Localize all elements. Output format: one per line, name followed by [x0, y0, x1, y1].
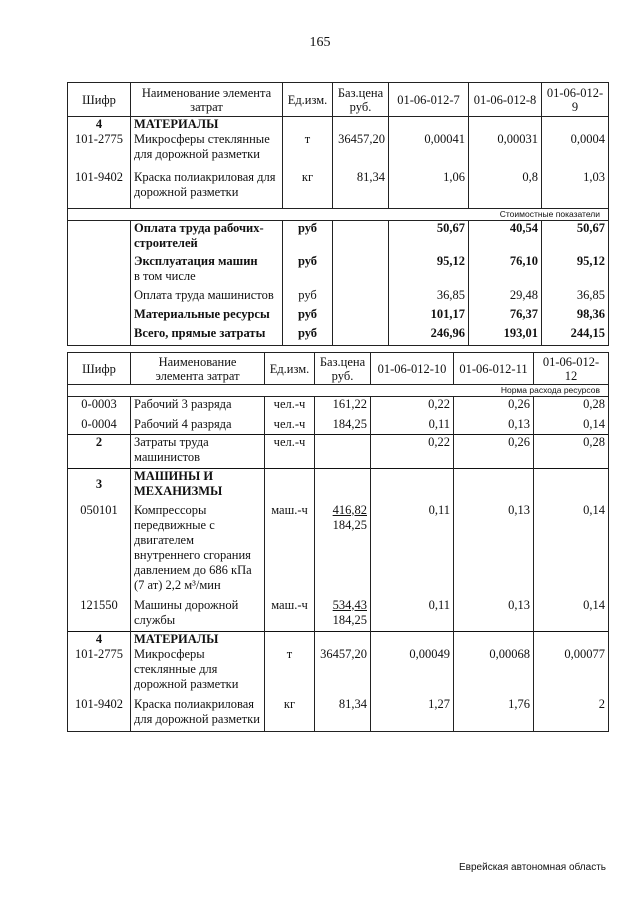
- table-header: [68, 83, 609, 117]
- row-price-operator: 184,25: [332, 612, 367, 627]
- row-code: 101-9402: [68, 170, 131, 208]
- col-norm-3: 01-06-012-9: [542, 83, 609, 117]
- section-row: [68, 469, 609, 503]
- row-value-3: 0,0004: [542, 132, 609, 170]
- cost-name: Оплата труда рабочих-строителей: [131, 220, 283, 254]
- cost-row: [68, 220, 609, 254]
- col-norm-2: 01-06-012-8: [469, 83, 542, 117]
- row-value-3: 0,14: [534, 503, 609, 598]
- row-name: Рабочий 4 разряда: [131, 417, 265, 435]
- cost-value-3: 36,85: [542, 288, 609, 307]
- row-code: 050101: [68, 503, 131, 598]
- row-unit: чел.-ч: [265, 435, 315, 469]
- row-value-3: 2: [534, 697, 609, 731]
- row-value-2: 0,8: [469, 170, 542, 208]
- row-price: 81,34: [315, 697, 371, 731]
- cost-row: [68, 307, 609, 326]
- cost-value-1: 36,85: [389, 288, 469, 307]
- row-unit: маш.-ч: [265, 598, 315, 632]
- row-unit: кг: [283, 170, 333, 208]
- cost-value-1: 101,17: [389, 307, 469, 326]
- row-value-3: 1,03: [542, 170, 609, 208]
- section-code: 3: [68, 469, 131, 503]
- cost-name: Оплата труда машинистов: [131, 288, 283, 307]
- cost-value-1: 95,12: [389, 254, 469, 288]
- footer-region: Еврейская автономная область: [459, 862, 606, 873]
- row-value-1: 0,22: [371, 435, 454, 469]
- row-code: 0-0004: [68, 417, 131, 435]
- section-code: 4: [68, 117, 131, 133]
- row-unit: кг: [265, 697, 315, 731]
- row-price: 161,22: [315, 397, 371, 417]
- col-norm-2: 01-06-012-11: [454, 353, 534, 385]
- row-name: Краска полиакриловая для дорожной разметки: [131, 697, 265, 731]
- row-name: Машины дорожной службы: [131, 598, 265, 632]
- col-name: Наименование элемента затрат: [131, 83, 283, 117]
- resource-table-1: [67, 82, 609, 346]
- table-row: [68, 132, 609, 170]
- row-code: 101-9402: [68, 697, 131, 731]
- cost-subtitle: в том числе: [134, 269, 196, 283]
- row-price: 416,82: [332, 502, 367, 517]
- row-code: 121550: [68, 598, 131, 632]
- cost-value-3: 95,12: [542, 254, 609, 288]
- row-price: 36457,20: [315, 647, 371, 697]
- band-label: Норма расхода ресурсов: [68, 385, 609, 397]
- col-unit: Ед.изм.: [265, 353, 315, 385]
- row-code: 2: [68, 435, 131, 469]
- cost-value-3: 244,15: [542, 326, 609, 345]
- row-price: 184,25: [315, 417, 371, 435]
- row-unit: т: [283, 132, 333, 170]
- row-value-3: 0,00077: [534, 647, 609, 697]
- cost-value-3: 98,36: [542, 307, 609, 326]
- row-name: Микросферы стеклянные для дорожной разметки: [131, 132, 283, 170]
- row-code: 101-2775: [68, 132, 131, 170]
- row-code: 101-2775: [68, 647, 131, 697]
- row-price-cell: [315, 503, 371, 598]
- table-row: [68, 397, 609, 417]
- row-name: Компрессоры передвижные с двигателем внутреннего сгорания давлением до 686 кПа (7 ат) 2,2 м³/мин: [131, 503, 265, 598]
- row-unit: т: [265, 647, 315, 697]
- table-row: [68, 503, 609, 598]
- col-norm-1: 01-06-012-7: [389, 83, 469, 117]
- row-price: 81,34: [333, 170, 389, 208]
- cost-name: Всего, прямые затраты: [131, 326, 283, 345]
- table-row: [68, 647, 609, 697]
- table-row: [68, 170, 609, 208]
- col-name: Наименование элемента затрат: [131, 353, 265, 385]
- col-code: Шифр: [68, 83, 131, 117]
- cost-value-1: 246,96: [389, 326, 469, 345]
- cost-row: [68, 254, 609, 288]
- row-value-2: 0,26: [454, 435, 534, 469]
- cost-value-2: 29,48: [469, 288, 542, 307]
- row-value-1: 0,00041: [389, 132, 469, 170]
- row-value-2: 0,13: [454, 417, 534, 435]
- row-value-1: 0,22: [371, 397, 454, 417]
- cost-row: [68, 288, 609, 307]
- row-name: Рабочий 3 разряда: [131, 397, 265, 417]
- cost-unit: руб: [283, 326, 333, 345]
- row-value-3: 0,14: [534, 598, 609, 632]
- row-value-2: 0,00031: [469, 132, 542, 170]
- band-row: [68, 208, 609, 220]
- cost-name: Эксплуатация машин: [134, 254, 258, 268]
- section-name: МАШИНЫ И МЕХАНИЗМЫ: [131, 469, 265, 503]
- section-row: [68, 632, 609, 648]
- col-price: Баз.цена руб.: [315, 353, 371, 385]
- row-price: 36457,20: [333, 132, 389, 170]
- section-name: МАТЕРИАЛЫ: [131, 117, 283, 133]
- table-header: [68, 353, 609, 385]
- row-value-2: 0,26: [454, 397, 534, 417]
- resource-table-2: [67, 352, 609, 732]
- row-value-1: 0,00049: [371, 647, 454, 697]
- row-name: Микросферы стеклянные для дорожной разметки: [131, 647, 265, 697]
- row-value-1: 0,11: [371, 598, 454, 632]
- row-value-2: 0,00068: [454, 647, 534, 697]
- cost-value-1: 50,67: [389, 220, 469, 254]
- row-value-2: 0,13: [454, 598, 534, 632]
- cost-unit: руб: [283, 307, 333, 326]
- row-value-1: 1,27: [371, 697, 454, 731]
- row-price: 534,43: [332, 597, 367, 612]
- row-price-operator: 184,25: [332, 517, 367, 532]
- col-norm-1: 01-06-012-10: [371, 353, 454, 385]
- row-name: Затраты труда машинистов: [131, 435, 265, 469]
- row-value-3: 0,28: [534, 397, 609, 417]
- cost-unit: руб: [283, 220, 333, 254]
- cost-name-cell: [131, 254, 283, 288]
- section-row: [68, 117, 609, 133]
- row-value-1: 0,11: [371, 503, 454, 598]
- band-label: Стоимостные показатели: [68, 208, 609, 220]
- row-code: 0-0003: [68, 397, 131, 417]
- row-price-cell: [315, 598, 371, 632]
- table-row: [68, 417, 609, 435]
- section-code: 4: [68, 632, 131, 648]
- col-code: Шифр: [68, 353, 131, 385]
- row-value-2: 0,13: [454, 503, 534, 598]
- cost-value-2: 193,01: [469, 326, 542, 345]
- col-unit: Ед.изм.: [283, 83, 333, 117]
- row-unit: маш.-ч: [265, 503, 315, 598]
- cost-value-3: 50,67: [542, 220, 609, 254]
- row-unit: чел.-ч: [265, 417, 315, 435]
- row-value-2: 1,76: [454, 697, 534, 731]
- row-name: Краска полиакриловая для дорожной разметки: [131, 170, 283, 208]
- col-norm-3: 01-06-012-12: [534, 353, 609, 385]
- row-value-3: 0,28: [534, 435, 609, 469]
- cost-value-2: 76,10: [469, 254, 542, 288]
- table-row: [68, 697, 609, 731]
- cost-name: Материальные ресурсы: [131, 307, 283, 326]
- row-unit: чел.-ч: [265, 397, 315, 417]
- table-row: [68, 598, 609, 632]
- row-value-1: 1,06: [389, 170, 469, 208]
- page-number: 165: [309, 35, 331, 50]
- row-value-3: 0,14: [534, 417, 609, 435]
- cost-value-2: 76,37: [469, 307, 542, 326]
- band-row: [68, 385, 609, 397]
- cost-row-total: [68, 326, 609, 345]
- section-name: МАТЕРИАЛЫ: [131, 632, 265, 648]
- cost-value-2: 40,54: [469, 220, 542, 254]
- col-price: Баз.цена руб.: [333, 83, 389, 117]
- row-value-1: 0,11: [371, 417, 454, 435]
- cost-unit: руб: [283, 254, 333, 288]
- cost-unit: руб: [283, 288, 333, 307]
- labor-total-row: [68, 435, 609, 469]
